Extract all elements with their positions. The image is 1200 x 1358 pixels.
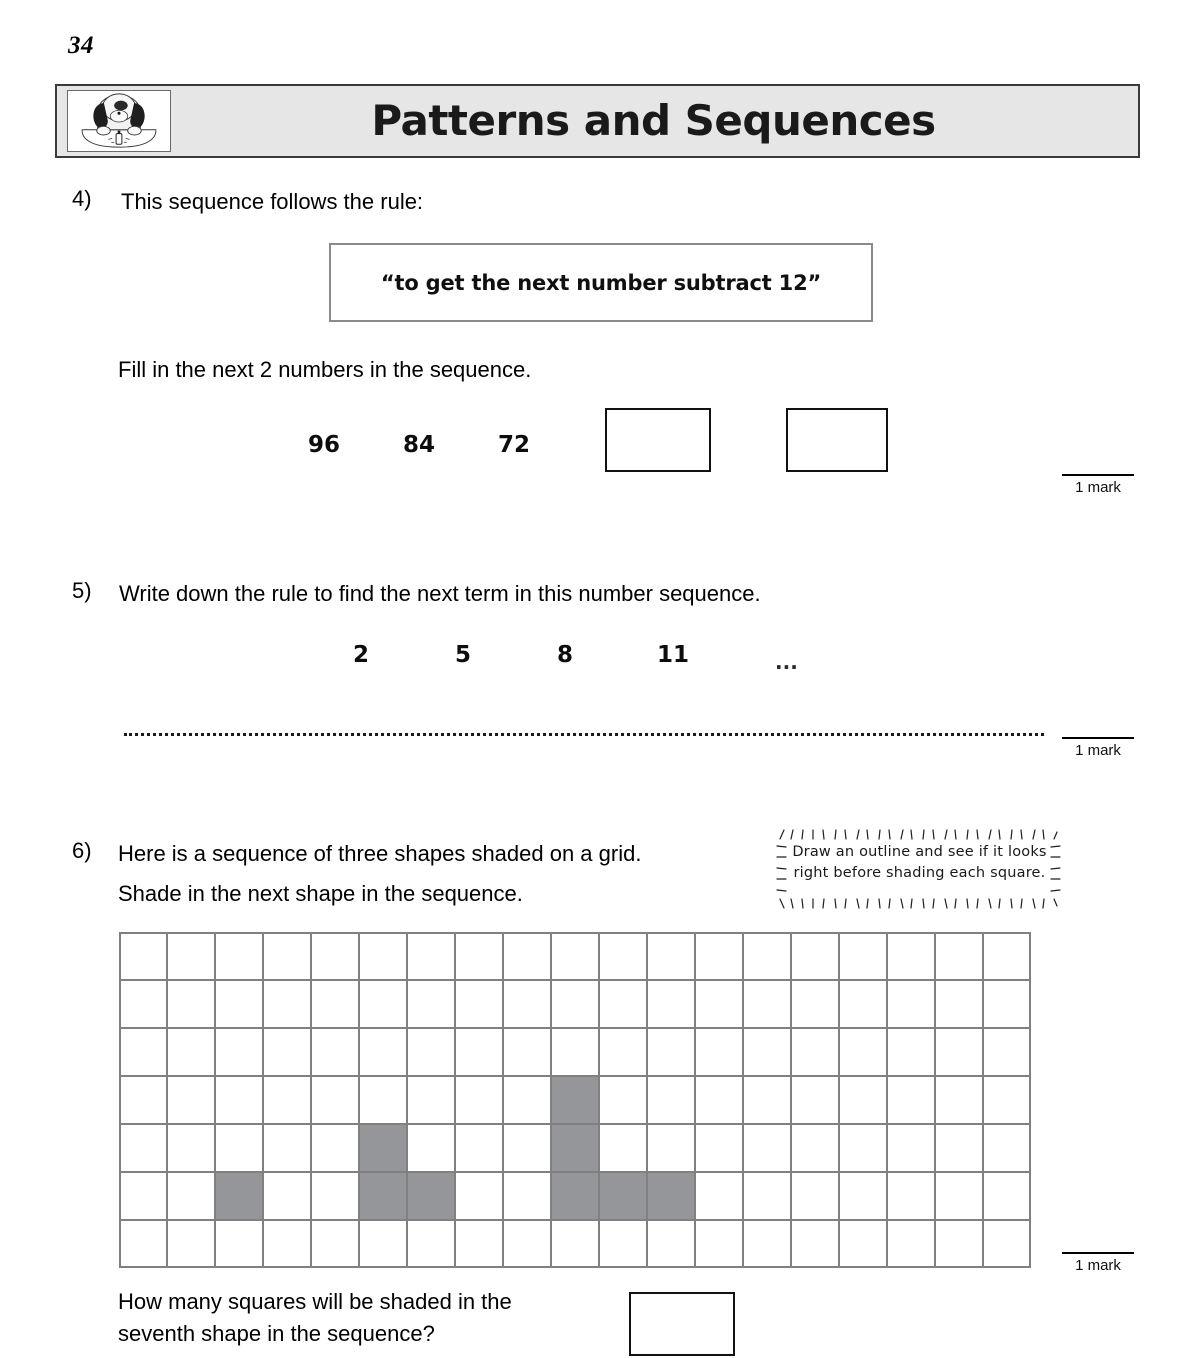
mark-rule-line <box>1062 474 1134 476</box>
q5-sequence-term-3: 8 <box>557 642 574 668</box>
page-number: 34 <box>68 32 94 59</box>
question-6-followup-line2: seventh shape in the sequence? <box>118 1320 435 1346</box>
grid-cell-shaded[interactable] <box>551 1076 599 1124</box>
grid-cell-shaded[interactable] <box>407 1172 455 1220</box>
page-title: Patterns and Sequences <box>371 96 936 145</box>
q5-sequence-term-2: 5 <box>455 642 472 668</box>
q5-sequence-ellipsis: ... <box>775 650 798 674</box>
answer-box-q4-2[interactable] <box>786 408 888 472</box>
shading-grid[interactable] <box>119 932 1031 1268</box>
hint-note-line2: right before shading each square. <box>793 865 1046 882</box>
question-4-number: 4) <box>72 186 92 211</box>
question-4-prompt: This sequence follows the rule: <box>121 189 424 214</box>
mark-label: 1 mark <box>1075 742 1121 759</box>
page-header-bar <box>55 84 1140 158</box>
rule-statement-text: “to get the next number subtract 12” <box>380 270 822 295</box>
sequence-term-1: 96 <box>308 432 341 458</box>
mark-indicator-q6 <box>1062 1252 1134 1274</box>
question-5-number: 5) <box>72 578 92 603</box>
mark-rule-line <box>1062 737 1134 739</box>
mark-indicator-q5 <box>1062 737 1134 759</box>
grid-cell-shaded[interactable] <box>215 1172 263 1220</box>
grid-cell-shaded[interactable] <box>647 1172 695 1220</box>
grid-cell-shaded[interactable] <box>551 1172 599 1220</box>
hint-note-line1: Draw an outline and see if it looks <box>792 844 1047 860</box>
question-6-followup <box>118 1286 512 1350</box>
answer-box-q4-1[interactable] <box>605 408 711 472</box>
hint-note <box>775 828 1062 910</box>
grid-cell-shaded[interactable] <box>359 1172 407 1220</box>
answer-box-q6-followup[interactable] <box>629 1292 735 1356</box>
rule-statement-box <box>329 243 873 322</box>
question-5-prompt: Write down the rule to find the next term in this number sequence. <box>119 581 761 606</box>
question-4-instruction: Fill in the next 2 numbers in the sequence. <box>118 357 532 382</box>
mark-rule-line <box>1062 1252 1134 1254</box>
dog-mascot-icon <box>67 90 171 152</box>
mark-label: 1 mark <box>1075 479 1121 496</box>
question-6-number: 6) <box>72 838 92 863</box>
sequence-term-2: 84 <box>403 432 436 458</box>
q5-sequence-term-1: 2 <box>353 642 370 668</box>
question-6-prompt-line2: Shade in the next shape in the sequence. <box>118 881 523 906</box>
answer-line-q5[interactable] <box>124 727 1044 736</box>
q5-sequence-term-4: 11 <box>657 642 690 668</box>
grid-cell-shaded[interactable] <box>551 1124 599 1172</box>
mark-label: 1 mark <box>1075 1257 1121 1274</box>
question-6-followup-line1: How many squares will be shaded in the <box>118 1289 512 1314</box>
sequence-term-3: 72 <box>498 432 531 458</box>
mark-indicator-q4 <box>1062 474 1134 496</box>
question-6-prompt-line1: Here is a sequence of three shapes shaded on a grid. <box>118 841 642 866</box>
grid-cell-shaded[interactable] <box>599 1172 647 1220</box>
grid-cell-shaded[interactable] <box>359 1124 407 1172</box>
